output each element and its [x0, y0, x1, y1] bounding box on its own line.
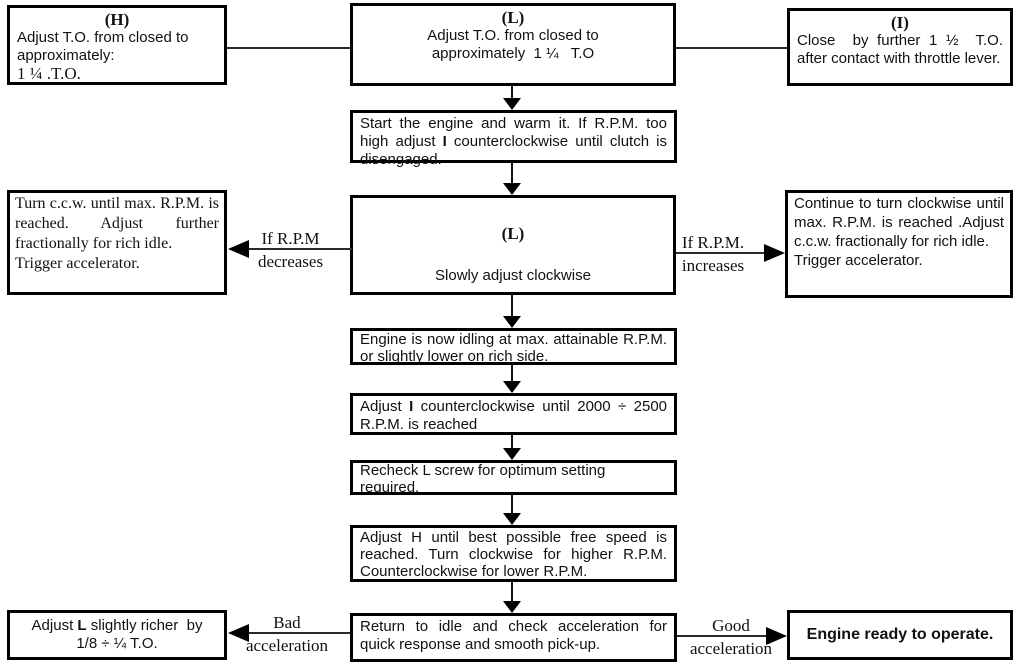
node-adjust-h — [350, 525, 677, 582]
label-rpm-increases-line2: increases — [681, 256, 745, 275]
node-richer — [7, 610, 227, 660]
connector-recheck-to-adjusth — [511, 495, 513, 514]
connector-adjusth-to-return — [511, 582, 513, 602]
node-l-top-adjust-to — [350, 3, 676, 86]
node-start-engine-text2: counterclockwise until clutch is disengaged. — [360, 133, 667, 168]
node-idling — [350, 328, 677, 365]
node-richer-line2: 1/8 ÷ ¼ T.O. — [76, 635, 158, 652]
node-h-line3: 1 ¼ .T.O. — [17, 64, 81, 83]
label-rpm-decreases-line1: If R.P.M — [261, 229, 320, 248]
node-l-top-line2: approximately 1 ¼ T.O — [431, 45, 595, 62]
node-turn-ccw-line2: Trigger accelerator. — [15, 255, 140, 272]
connector-start-to-lmid — [511, 163, 513, 184]
arrowhead-down-7 — [503, 601, 521, 613]
label-good-line1: Good — [712, 616, 750, 635]
node-l-mid-title: (L) — [501, 224, 525, 243]
label-rpm-increases-line1: If R.P.M. — [681, 233, 745, 252]
node-h-adjust-to — [7, 5, 227, 85]
node-richer-bold-l: L — [77, 617, 87, 634]
label-bad-line2: acceleration — [245, 636, 329, 655]
connector-l-to-i — [676, 47, 787, 49]
node-start-engine — [350, 110, 677, 168]
node-i-close-further — [787, 8, 1013, 86]
connector-h-to-l — [227, 47, 350, 49]
label-bad-line1: Bad — [273, 613, 301, 632]
node-start-engine-bold-i: I — [442, 133, 447, 150]
node-richer-text2: slightly richer by — [86, 617, 203, 634]
node-i-body: Close by further 1 ½ T.O. after contact with throttle lever. — [797, 32, 1008, 67]
arrowhead-down-1 — [503, 98, 521, 110]
label-rpm-decreases — [238, 229, 343, 271]
node-continue-cw — [785, 190, 1013, 298]
node-turn-ccw — [7, 190, 227, 295]
connector-idling-to-adjusti — [511, 365, 513, 382]
node-recheck-l — [350, 460, 677, 495]
arrowhead-right-increases — [764, 244, 785, 262]
label-rpm-decreases-line2: decreases — [257, 252, 324, 271]
label-good-acceleration — [681, 616, 781, 658]
node-l-mid-slowly-adjust — [350, 195, 676, 295]
node-recheck-l-text: Recheck L screw for optimum setting required. — [360, 462, 606, 496]
node-l-top-title: (L) — [501, 8, 525, 27]
node-adjust-i-bold-i: I — [409, 398, 414, 415]
node-adjust-i — [350, 393, 677, 435]
node-engine-ready — [787, 610, 1013, 660]
node-h-line2: approximately: — [17, 47, 115, 64]
label-bad-acceleration — [237, 613, 337, 655]
node-adjust-i-text1: Adjust — [360, 398, 410, 415]
node-continue-cw-para: Continue to turn clockwise until max. R.P.M. is reached .Adjust c.c.w. fractionally for rich idle. — [794, 195, 1004, 250]
node-engine-ready-text: Engine ready to operate. — [806, 626, 994, 643]
node-richer-text1: Adjust — [31, 617, 78, 634]
node-start-engine-text1: Start the engine and warm it. If R.P.M. too high adjust — [360, 115, 667, 150]
node-l-mid-body: Slowly adjust clockwise — [435, 267, 591, 284]
node-l-top-line1: Adjust T.O. from closed to — [427, 27, 599, 44]
arrowhead-down-4 — [503, 381, 521, 393]
arrowhead-down-2 — [503, 183, 521, 195]
node-turn-ccw-para: Turn c.c.w. until max. R.P.M. is reached. Adjust further fractionally for rich idle. — [15, 195, 219, 252]
node-return-idle-text: Return to idle and check acceleration for quick response and smooth pick-up. — [360, 618, 667, 653]
node-h-title: (H) — [104, 10, 130, 29]
connector-adjusti-to-recheck — [511, 435, 513, 449]
node-idling-text: Engine is now idling at max. attainable R.P.M. or slightly lower on rich side. — [360, 331, 667, 365]
label-good-line2: acceleration — [689, 639, 773, 658]
node-richer-line1 — [17, 617, 217, 635]
arrowhead-down-6 — [503, 513, 521, 525]
arrowhead-down-3 — [503, 316, 521, 328]
node-adjust-h-text: Adjust H until best possible free speed is reached. Turn clockwise for higher R.P.M. Counterclockwise for lower R.P.M. — [360, 529, 667, 580]
node-return-idle — [350, 613, 677, 662]
node-adjust-i-text2: counterclockwise until 2000 ÷ 2500 R.P.M. is reached — [360, 398, 668, 433]
node-h-line1: Adjust T.O. from closed to — [17, 29, 189, 46]
connector-lmid-to-idling — [511, 295, 513, 317]
node-i-title: (I) — [891, 13, 909, 32]
label-rpm-increases — [668, 233, 758, 275]
node-continue-cw-line2: Trigger accelerator. — [794, 252, 923, 269]
arrowhead-down-5 — [503, 448, 521, 460]
